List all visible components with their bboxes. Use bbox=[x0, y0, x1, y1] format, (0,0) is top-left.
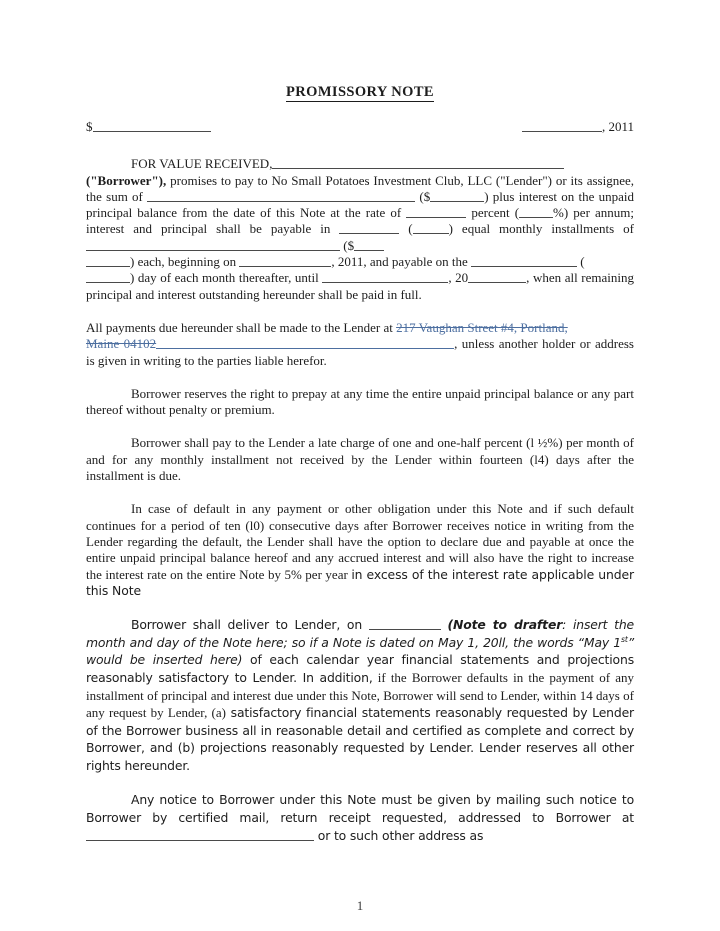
installment-amount-numeric-blank[interactable] bbox=[354, 239, 384, 251]
each-beginning-text: ) each, beginning on bbox=[130, 254, 240, 270]
paragraph-deliver bbox=[86, 616, 634, 774]
spacer bbox=[86, 303, 634, 320]
borrower-defined-term: ("Borrower"), bbox=[86, 172, 167, 188]
note-to-drafter-italic-1: insert the month and day of the Note here; so if a Note is dated on May 1, 20ll, the words “May 1 bbox=[86, 617, 635, 650]
sum-numeric-blank[interactable] bbox=[430, 190, 484, 202]
date-year: , 2011 bbox=[601, 119, 634, 135]
replacement-address-blank[interactable] bbox=[156, 337, 454, 349]
spacer bbox=[86, 599, 634, 616]
document-body bbox=[86, 0, 634, 844]
for-value-received-label: FOR VALUE RECEIVED, bbox=[131, 156, 273, 172]
prepay-text: Borrower reserves the right to prepay at any time the entire unpaid principal balance or any part thereof without penalty or premium. bbox=[86, 385, 634, 418]
paragraph-payments-address bbox=[86, 320, 634, 369]
payment-day-blank[interactable] bbox=[471, 255, 577, 267]
year-2011-text: , 2011, and payable on the bbox=[331, 254, 471, 270]
payments-lead-text: All payments due hereunder shall be made to the Lender at bbox=[86, 319, 397, 335]
page-number: 1 bbox=[356, 898, 364, 913]
installments-count-numeric-blank[interactable] bbox=[413, 222, 449, 234]
when-all-text: , when all remaining principal and interest outstanding hereunder shall be paid in full. bbox=[86, 270, 634, 302]
default-sans-text: in excess of the interest rate applicable under this Note bbox=[86, 566, 634, 598]
spacer bbox=[86, 369, 634, 386]
paragraph-late-charge bbox=[86, 435, 634, 484]
notice-address-blank[interactable] bbox=[86, 829, 314, 841]
dollar-sign: $ bbox=[86, 119, 93, 135]
maturity-date-blank[interactable] bbox=[322, 271, 448, 283]
equal-installments-text: ) equal monthly installments of bbox=[448, 221, 634, 237]
default-serif-text: In case of default in any payment or other obligation under this Note and if such default continues for a period of ten (l0) consecutive days after Borrower receives notice in writing from the Lender regarding the default, the Lender shall have the option to declare due and payable at once the entire unpaid principal balance hereof and any accrued interest and will also have the right to increase the interest rate on the entire Note by 5% per year bbox=[86, 501, 634, 582]
deliver-lead-text: Borrower shall deliver to Lender, on bbox=[131, 617, 369, 633]
pay-to-lender-text: promises to pay to No Small Potatoes Investment Club, LLC ("Lender") or its assignee, the sum of bbox=[86, 172, 634, 204]
paragraph-value-received: FOR VALUE RECEIVED, ("Borrower"), promises to pay to No Small Potatoes Investment Club, LLC ("Lender") or its assignee, the sum of ($ ) plus interest on the unpaid principal balance from the date of this Note at the rate of percent ( %) per annum; interest and principal shall be payable in ( ) equal monthly installments of ($ ) each, beginning on , 2011, and payable on the ( ) day of each month thereafter, until , 20 , when all remaining principal and interest outstanding hereunder shall be paid in full. bbox=[86, 156, 635, 302]
note-to-drafter-label: (Note to drafter bbox=[447, 617, 563, 633]
interest-rate-numeric-blank[interactable] bbox=[519, 206, 553, 218]
note-to-drafter-colon: : bbox=[562, 617, 567, 633]
ordinal-suffix: st bbox=[621, 634, 628, 644]
date-blank[interactable] bbox=[522, 120, 602, 132]
deliver-date-blank[interactable] bbox=[369, 618, 441, 630]
per-annum-text: %) per annum; interest and principal shall be payable in bbox=[86, 205, 634, 237]
borrower-name-blank[interactable] bbox=[272, 157, 564, 169]
first-payment-date-blank[interactable] bbox=[239, 255, 331, 267]
installments-count-blank[interactable] bbox=[339, 222, 399, 234]
notice-lead-text: Any notice to Borrower under this Note must be given by mailing such notice to Borrower by certified mail, return receipt requested, addressed to Borrower at bbox=[86, 792, 634, 826]
spacer bbox=[86, 774, 634, 791]
notice-tail-text: or to such other address as bbox=[314, 827, 484, 843]
spacer bbox=[86, 484, 634, 501]
deliver-sans-tail-text: satisfactory financial statements reasonably requested by Lender of the Borrower business all in reasonable detail and certified as complete and correct by Borrower, and (b) projections reasonably requested by Lender. Lender reserves all other rights hereunder. bbox=[86, 705, 635, 773]
spacer bbox=[86, 418, 634, 435]
sum-amount-blank[interactable] bbox=[147, 190, 415, 202]
maturity-year-blank-a[interactable] bbox=[468, 271, 486, 283]
late-charge-text: Borrower shall pay to the Lender a late charge of one and one-half percent (l ½%) per month of and for any monthly installment not received by the Lender within fourteen (l4) days after the installment is due. bbox=[86, 435, 634, 484]
date-field-group bbox=[522, 119, 634, 135]
page-title bbox=[86, 84, 634, 100]
interest-rate-blank[interactable] bbox=[406, 206, 466, 218]
dollar-each-open: ($ bbox=[343, 237, 355, 253]
struck-address-line-1: 217 Vaughan Street #4, Portland, bbox=[396, 319, 568, 335]
dollar-open-paren: ($ bbox=[419, 188, 431, 204]
installment-amount-blank[interactable] bbox=[86, 239, 340, 251]
struck-address-line-2: Maine 04102 bbox=[86, 336, 157, 352]
twenty-prefix: , 20 bbox=[448, 270, 469, 286]
deliver-after-note-text: of each calendar year financial statements and projections reasonably satisfactory to Lender. In addition, bbox=[86, 652, 634, 685]
plus-interest-text: ) plus interest on the unpaid principal balance from the date of this Note at the rate of bbox=[86, 188, 635, 221]
payments-tail-text: , unless another holder or address is given in writing to the parties liable herefor. bbox=[86, 336, 634, 368]
day-of-month-text: ) day of each month thereafter, until bbox=[130, 270, 323, 286]
note-to-drafter-italic-2: ” would be inserted here) bbox=[86, 634, 634, 668]
spacer bbox=[86, 136, 634, 156]
deliver-serif-mid-text: if the Borrower defaults in the payment of any installment of principal and interest due under this Note, Borrower will send to Lender, within 14 days of any request by Lender, (a) bbox=[86, 669, 634, 721]
amount-field-group bbox=[86, 119, 211, 135]
installment-amount-numeric-blank-cont[interactable] bbox=[86, 255, 130, 267]
payment-day-numeric-blank[interactable] bbox=[86, 271, 130, 283]
amount-date-row bbox=[86, 119, 634, 136]
paragraph-prepay bbox=[86, 386, 634, 419]
paragraph-default bbox=[86, 501, 634, 599]
maturity-year-blank-b[interactable] bbox=[486, 271, 526, 283]
paragraph-notice bbox=[86, 791, 634, 844]
amount-blank[interactable] bbox=[93, 120, 211, 132]
percent-word-text: percent ( bbox=[466, 205, 520, 221]
page-title-text: PROMISSORY NOTE bbox=[286, 84, 434, 100]
